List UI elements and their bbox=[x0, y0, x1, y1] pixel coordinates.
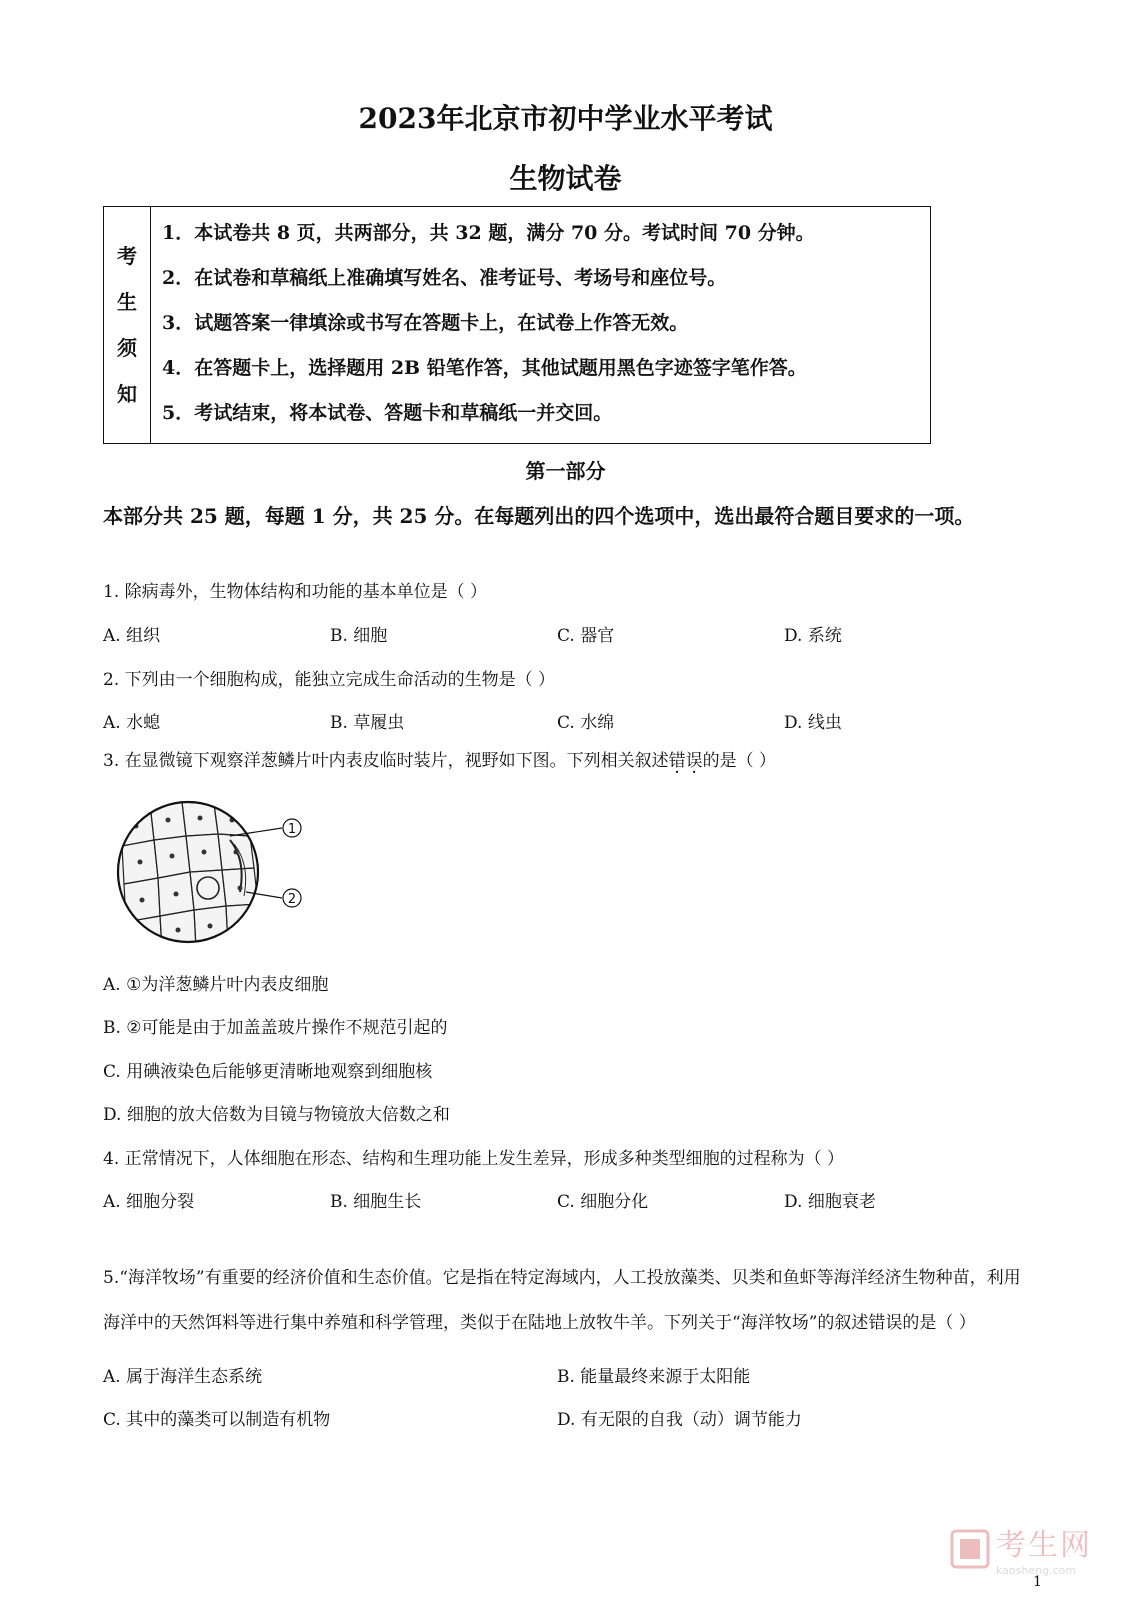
emphasis-char: 错 bbox=[668, 751, 686, 771]
option: C. 其中的藻类可以制造有机物 bbox=[103, 1410, 331, 1430]
question-2-stem: 2. 下列由一个细胞构成，能独立完成生命活动的生物是（ ） bbox=[103, 670, 556, 690]
option: C. 细胞分化 bbox=[557, 1192, 649, 1212]
onion-cell-micrograph bbox=[110, 800, 320, 950]
watermark-text: 考生网 bbox=[996, 1528, 1092, 1563]
svg-text:1: 1 bbox=[287, 822, 297, 837]
exam-title: 2023年北京市初中学业水平考试 bbox=[358, 102, 773, 135]
exam-notice-box bbox=[103, 206, 931, 444]
question-3-stem bbox=[103, 746, 776, 771]
notice-label-char: 考 bbox=[117, 244, 137, 268]
option: D. 线虫 bbox=[784, 713, 842, 733]
notice-item: 2．在试卷和草稿纸上准确填写姓名、准考证号、考场号和座位号。 bbox=[162, 267, 727, 289]
page-number: 1 bbox=[1033, 1574, 1042, 1590]
option: B. 细胞生长 bbox=[330, 1192, 422, 1212]
question-1-stem: 1. 除病毒外，生物体结构和功能的基本单位是（ ） bbox=[103, 582, 488, 602]
question-4-stem: 4. 正常情况下，人体细胞在形态、结构和生理功能上发生差异，形成多种类型细胞的过程称为（ ） bbox=[103, 1149, 845, 1169]
watermark bbox=[950, 1520, 1092, 1577]
option: D. 细胞衰老 bbox=[784, 1192, 876, 1212]
notice-item: 1．本试卷共 8 页，共两部分，共 32 题，满分 70 分。考试时间 70 分钟。 bbox=[162, 222, 815, 244]
notice-item: 3．试题答案一律填涂或书写在答题卡上，在试卷上作答无效。 bbox=[162, 312, 689, 334]
notice-item: 4．在答题卡上，选择题用 2B 铅笔作答，其他试题用黑色字迹签字笔作答。 bbox=[162, 357, 807, 379]
notice-list bbox=[162, 219, 922, 444]
notice-label-char: 生 bbox=[117, 290, 137, 314]
option: C. 水绵 bbox=[557, 713, 615, 733]
option: D. 有无限的自我（动）调节能力 bbox=[557, 1410, 802, 1430]
question-5-stem: 5.“海洋牧场”有重要的经济价值和生态价值。它是指在特定海域内，人工投放藻类、贝类和鱼虾等海洋经济生物种苗，利用海洋中的天然饵料等进行集中养殖和科学管理，类似于在陆地上放牧牛羊。下列关于“海洋牧场”的叙述错误的是（ ） bbox=[103, 1268, 1021, 1333]
section-instructions: 本部分共 25 题，每题 1 分，共 25 分。在每题列出的四个选项中，选出最符合题目要求的一项。 bbox=[103, 504, 975, 528]
question-3-option-a: A. ①为洋葱鳞片叶内表皮细胞 bbox=[103, 975, 329, 995]
emphasis-text bbox=[669, 751, 703, 771]
svg-text:2: 2 bbox=[287, 892, 297, 907]
option: B. 能量最终来源于太阳能 bbox=[557, 1367, 751, 1387]
section-title: 第一部分 bbox=[525, 459, 606, 483]
option: A. 属于海洋生态系统 bbox=[103, 1367, 263, 1387]
option: A. 水螅 bbox=[103, 713, 161, 733]
option: A. 组织 bbox=[103, 626, 161, 646]
question-3-option-c: C. 用碘液染色后能够更清晰地观察到细胞核 bbox=[103, 1062, 433, 1082]
stem-text: 3. 在显微镜下观察洋葱鳞片叶内表皮临时装片，视野如下图。下列相关叙述 bbox=[103, 751, 669, 771]
notice-item: 5．考试结束，将本试卷、答题卡和草稿纸一并交回。 bbox=[162, 402, 613, 424]
option: B. 草履虫 bbox=[330, 713, 405, 733]
watermark-subtext: kaosheng.com bbox=[996, 1564, 1077, 1577]
option: A. 细胞分裂 bbox=[103, 1192, 195, 1212]
notice-label bbox=[104, 207, 151, 443]
notice-label-char: 须 bbox=[117, 336, 137, 360]
paper-title: 生物试卷 bbox=[509, 162, 622, 195]
watermark-logo-icon bbox=[950, 1529, 990, 1569]
notice-label-char: 知 bbox=[117, 382, 137, 406]
emphasis-char: 误 bbox=[685, 751, 703, 771]
question-3-option-d: D. 细胞的放大倍数为目镜与物镜放大倍数之和 bbox=[103, 1105, 450, 1125]
question-3-option-b: B. ②可能是由于加盖盖玻片操作不规范引起的 bbox=[103, 1018, 448, 1038]
option: D. 系统 bbox=[784, 626, 842, 646]
stem-text: 的是（ ） bbox=[702, 751, 777, 771]
option: C. 器官 bbox=[557, 626, 615, 646]
option: B. 细胞 bbox=[330, 626, 388, 646]
